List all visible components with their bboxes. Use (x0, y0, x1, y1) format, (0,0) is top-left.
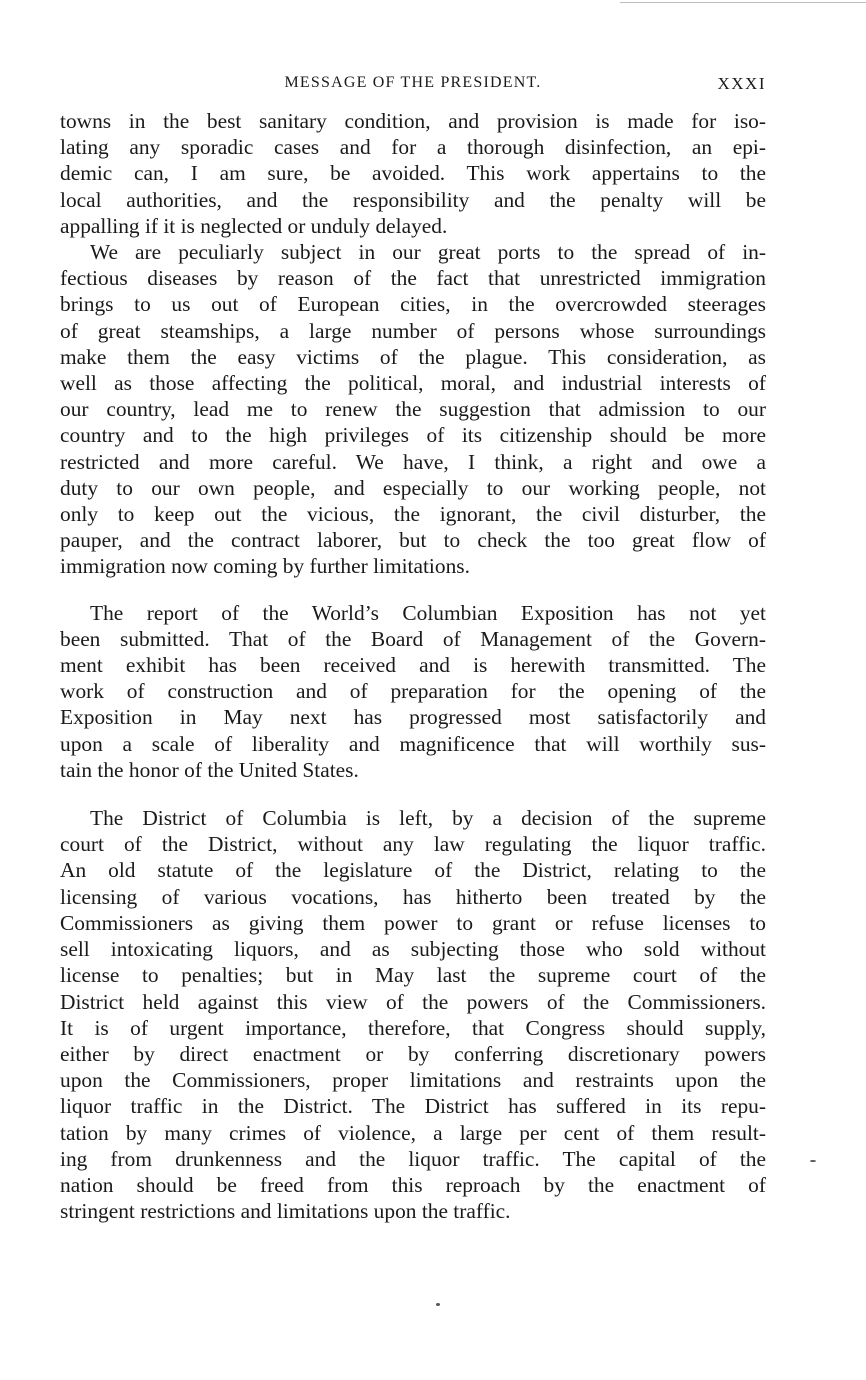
text-line: liquor traffic in the District. The District has suffered in its repu- (60, 1094, 766, 1119)
text-line: fectious diseases by reason of the fact that unrestricted immigration (60, 266, 766, 291)
text-line: local authorities, and the responsibility and the penalty will be (60, 187, 766, 212)
page-number: XXXI (717, 74, 766, 93)
text-line: ment exhibit has been received and is herewith transmitted. The (60, 653, 766, 678)
text-line: license to penalties; but in May last the supreme court of the (60, 963, 766, 988)
paragraph-district-of-columbia (60, 805, 766, 1224)
text-line: make them the easy victims of the plague. This consideration, as (60, 344, 766, 369)
text-line: nation should be freed from this reproach by the enactment of (60, 1172, 766, 1197)
text-line: towns in the best sanitary condition, and provision is made for iso- (60, 109, 766, 133)
text-line: upon the Commissioners, proper limitations and restraints upon the (60, 1068, 766, 1093)
text-line: work of construction and of preparation for the opening of the (60, 679, 766, 704)
ink-speck (436, 1303, 440, 1306)
text-line: brings to us out of European cities, in the overcrowded steerages (60, 292, 766, 317)
text-line: It is of urgent importance, therefore, that Congress should supply, (60, 1015, 766, 1040)
text-line: either by direct enactment or by conferring discretionary powers (60, 1041, 766, 1066)
text-line: demic can, I am sure, be avoided. This work appertains to the (60, 161, 766, 186)
text-line: of great steamships, a large number of persons whose surroundings (60, 318, 766, 343)
text-line: pauper, and the contract laborer, but to check the too great flow of (60, 528, 766, 553)
running-title: MESSAGE OF THE PRESIDENT. (284, 74, 542, 91)
text-line: District held against this view of the powers of the Commissioners. (60, 989, 766, 1014)
text-line: our country, lead me to renew the suggestion that admission to our (60, 397, 766, 422)
text-line: country and to the high privileges of its citizenship should be more (60, 423, 766, 448)
text-line: sell intoxicating liquors, and as subjecting those who sold without (60, 937, 766, 962)
text-line: duty to our own people, and especially to our working people, not (60, 475, 766, 500)
text-line: upon a scale of liberality and magnificence that will worthily sus- (60, 731, 766, 756)
top-edge-rule (620, 2, 866, 3)
text-line: lating any sporadic cases and for a thorough disinfection, an epi- (60, 135, 766, 160)
text-line: Exposition in May next has progressed most satisfactorily and (60, 705, 766, 730)
document-page (60, 70, 766, 1224)
text-line: court of the District, without any law regulating the liquor traffic. (60, 832, 766, 857)
running-head (60, 70, 766, 100)
text-line: The District of Columbia is left, by a decision of the supreme (90, 806, 766, 831)
text-line: only to keep out the vicious, the ignorant, the civil disturber, the (60, 502, 766, 527)
paragraph-immigration (60, 239, 766, 580)
text-line: tain the honor of the United States. (60, 757, 359, 782)
text-line: We are peculiarly subject in our great ports to the spread of in- (90, 240, 766, 265)
text-line: An old statute of the legislature of the District, relating to the (60, 858, 766, 883)
text-line: immigration now coming by further limitations. (60, 554, 470, 579)
paragraph-columbian-exposition (60, 600, 766, 783)
text-line: appalling if it is neglected or unduly delayed. (60, 213, 448, 238)
text-line: well as those affecting the political, moral, and industrial interests of (60, 371, 766, 396)
text-line: The report of the World’s Columbian Exposition has not yet (90, 600, 766, 625)
text-line: licensing of various vocations, has hitherto been treated by the (60, 884, 766, 909)
text-line: restricted and more careful. We have, I think, a right and owe a (60, 449, 766, 474)
text-line: tation by many crimes of violence, a large per cent of them result- (60, 1120, 766, 1145)
text-line: ing from drunkenness and the liquor traffic. The capital of the (60, 1146, 766, 1171)
text-line: been submitted. That of the Board of Management of the Govern- (60, 626, 766, 651)
paragraph-sanitary-condition (60, 108, 766, 239)
ink-speck (810, 1160, 816, 1162)
text-line: stringent restrictions and limitations upon the traffic. (60, 1199, 511, 1224)
text-line: Commissioners as giving them power to grant or refuse licenses to (60, 910, 766, 935)
